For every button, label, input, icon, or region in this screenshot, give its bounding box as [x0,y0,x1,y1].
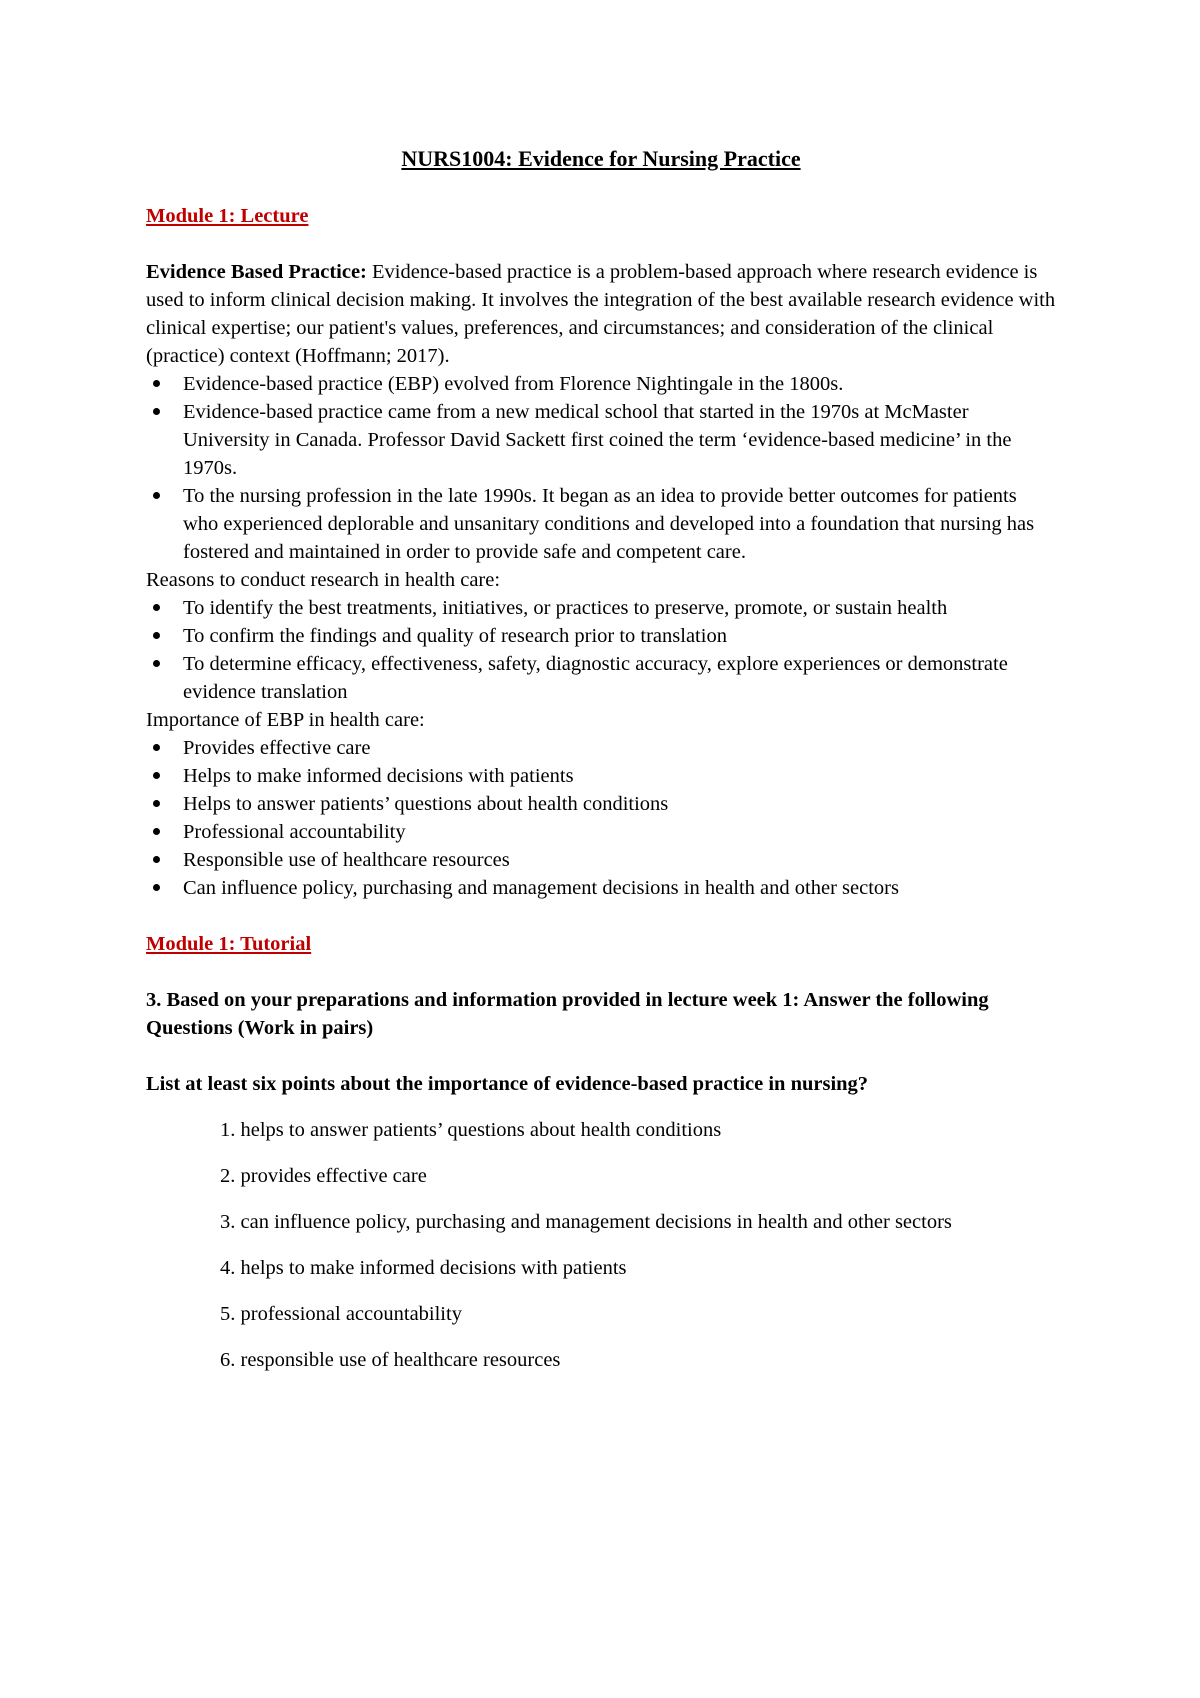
list-item: To identify the best treatments, initiatives, or practices to preserve, promote, or sustain health [146,594,1056,622]
list-item: Professional accountability [146,818,1056,846]
spacer [146,1042,1056,1070]
list-item: Responsible use of healthcare resources [146,846,1056,874]
importance-label: Importance of EBP in health care: [146,709,425,731]
answer-item: 6. responsible use of healthcare resources [220,1349,561,1371]
list-item: Helps to make informed decisions with patients [146,762,1056,790]
list-item: To the nursing profession in the late 1990s. It began as an idea to provide better outcomes for patients who experienced deplorable and unsanitary conditions and developed into a foundation that nursing has fostered and maintained in order to provide safe and competent care. [146,482,1056,566]
importance-list [146,734,1056,902]
answer-item: 1. helps to answer patients’ questions about health conditions [220,1119,722,1141]
reasons-label: Reasons to conduct research in health care: [146,569,501,591]
lecture-heading: Module 1: Lecture [146,205,309,227]
ebp-definition: Evidence-based practice is a problem-based approach where research evidence is used to inform clinical decision making. It involves the integration of the best available research evidence with clinical expertise; our patient's values, preferences, and circumstances; and consideration of the clinical (practice) context (Hoffmann; 2017). [146,261,1056,367]
answer-item: 3. can influence policy, purchasing and management decisions in health and other sectors [220,1211,952,1233]
answer-item: 2. provides effective care [220,1165,427,1187]
tutorial-question: List at least six points about the importance of evidence-based practice in nursing? [146,1073,869,1095]
document-title: NURS1004: Evidence for Nursing Practice [401,146,801,171]
spacer [146,902,1056,930]
list-item: Can influence policy, purchasing and management decisions in health and other sectors [146,874,1056,902]
list-item: Evidence-based practice (EBP) evolved from Florence Nightingale in the 1800s. [146,370,1056,398]
history-list [146,370,1056,566]
list-item: Provides effective care [146,734,1056,762]
ebp-definition-paragraph [146,258,1056,370]
list-item: To confirm the findings and quality of research prior to translation [146,622,1056,650]
answers-list [146,1116,1056,1374]
answer-item: 4. helps to make informed decisions with patients [220,1257,627,1279]
list-item: To determine efficacy, effectiveness, safety, diagnostic accuracy, explore experiences or demonstrate evidence translation [146,650,1056,706]
answer-item: 5. professional accountability [220,1303,462,1325]
list-item: Helps to answer patients’ questions about health conditions [146,790,1056,818]
reasons-list [146,594,1056,706]
list-item: Evidence-based practice came from a new medical school that started in the 1970s at McMaster University in Canada. Professor David Sackett first coined the term ‘evidence-based medicine’ in the 1970s. [146,398,1056,482]
tutorial-instruction: 3. Based on your preparations and information provided in lecture week 1: Answer the following Questions (Work in pairs) [146,989,989,1039]
tutorial-heading: Module 1: Tutorial [146,933,312,955]
ebp-term: Evidence Based Practice: [146,261,367,283]
